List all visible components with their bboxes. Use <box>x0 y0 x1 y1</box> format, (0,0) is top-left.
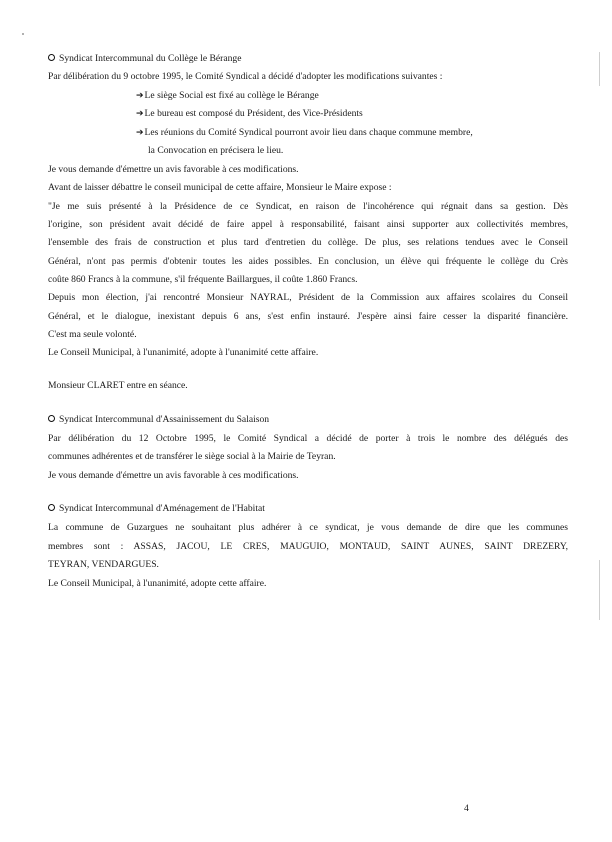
list-item-continuation: la Convocation en précisera le lieu. <box>148 145 284 156</box>
list-item: ➔Les réunions du Comité Syndical pourront avoir lieu dans chaque commune membre, <box>136 127 473 138</box>
right-arrow-icon: ➔ <box>136 109 144 119</box>
paragraph-line: C'est ma seule volonté. <box>48 329 137 340</box>
right-arrow-icon: ➔ <box>136 128 144 138</box>
paragraph-line: Avant de laisser débattre le conseil municipal de cette affaire, Monsieur le Maire expose : <box>48 182 392 193</box>
circle-bullet-icon <box>48 504 55 511</box>
paragraph-line: Le Conseil Municipal, à l'unanimité, adopte à l'unanimité cette affaire. <box>48 347 319 358</box>
list-item: ➔Le siège Social est fixé au collège le Bérange <box>136 90 319 101</box>
paragraph-line: Je vous demande d'émettre un avis favorable à ces modifications. <box>48 164 299 175</box>
paragraph-line: Par délibération du 9 octobre 1995, le Comité Syndical a décidé d'adopter les modifications suivantes : <box>48 71 443 82</box>
paragraph-line: TEYRAN, VENDARGUES. <box>48 559 159 570</box>
paragraph-line: coûte 860 Francs à la commune, s'il fréquente Baillargues, il coûte 1.860 Francs. <box>48 274 358 285</box>
paragraph-line: Le Conseil Municipal, à l'unanimité, adopte cette affaire. <box>48 578 267 589</box>
section-heading: Syndicat Intercommunal du Collège le Bérange <box>48 53 568 65</box>
right-arrow-icon: ➔ <box>136 91 144 101</box>
margin-mark <box>599 560 600 620</box>
paragraph-line: Monsieur CLARET entre en séance. <box>48 380 188 391</box>
paragraph-line: Je vous demande d'émettre un avis favorable à ces modifications. <box>48 470 299 481</box>
paragraph-line: La commune de Guzargues ne souhaitant plus adhérer à ce syndicat, je vous demande de dire que les communes <box>48 522 568 533</box>
paragraph-line: Par délibération du 12 Octobre 1995, le Comité Syndical a décidé de porter à trois le nombre des délégués des <box>48 433 568 444</box>
circle-bullet-icon <box>48 415 55 422</box>
paragraph-line: Depuis mon élection, j'ai rencontré Monsieur NAYRAL, Président de la Commission aux affaires scolaires du Conseil <box>48 292 568 303</box>
section-heading: Syndicat Intercommunal d'Assainissement du Salaison <box>48 414 568 426</box>
paragraph-line: membres sont : ASSAS, JACOU, LE CRES, MAUGUIO, MONTAUD, SAINT AUNES, SAINT DREZERY, <box>48 541 568 552</box>
paragraph-line: l'ensemble des frais de construction et plus tard d'entretien du collège. De plus, ses relations tendues avec le Conseil <box>48 237 568 248</box>
paragraph-line: Général, et le dialogue, inexistant depuis 6 ans, s'est enfin instauré. J'espère ainsi faire cesser la disparité financière. <box>48 311 568 322</box>
paragraph-line: communes adhérentes et de transférer le siège social à la Mairie de Teyran. <box>48 451 336 462</box>
list-item: ➔Le bureau est composé du Président, des Vice-Présidents <box>136 108 363 119</box>
circle-bullet-icon <box>48 54 55 61</box>
speck <box>22 33 24 35</box>
paragraph-line: Général, n'ont pas permis d'obtenir toutes les aides possibles. En conclusion, un élève qui fréquente le collège du Crès <box>48 256 568 267</box>
paragraph-line: l'origine, son président avait décidé de faire appel à responsabilité, faisant ainsi supporter aux collectivités membres, <box>48 219 568 230</box>
page-number: 4 <box>464 803 469 814</box>
margin-mark <box>599 52 600 86</box>
paragraph-line: "Je me suis présenté à la Présidence de ce Syndicat, en raison de l'incohérence qui régnait dans sa gestion. Dès <box>48 201 568 212</box>
section-heading: Syndicat Intercommunal d'Aménagement de l'Habitat <box>48 503 568 515</box>
